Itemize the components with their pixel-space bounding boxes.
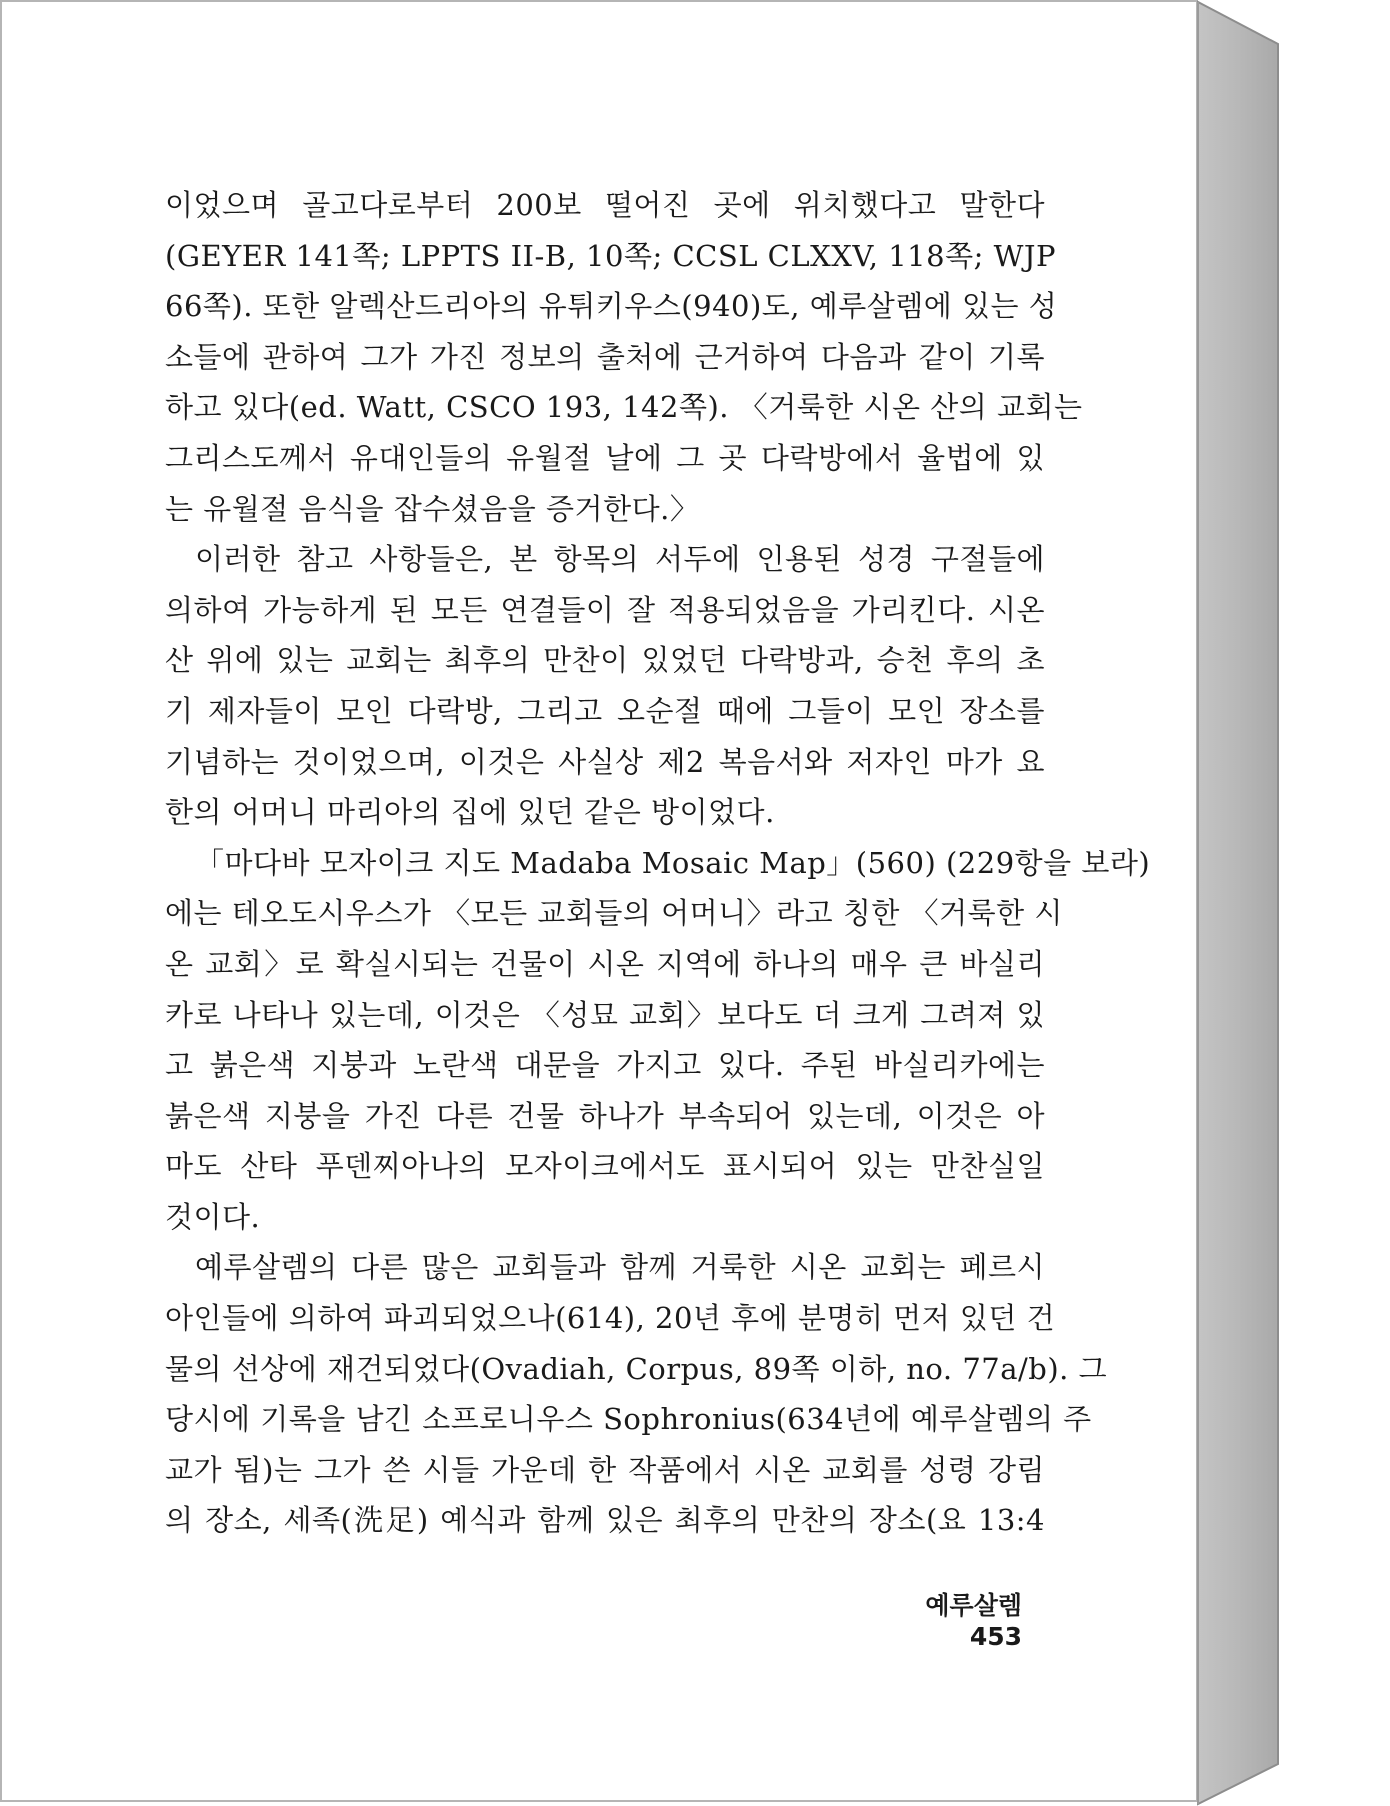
paragraph <box>165 534 1045 838</box>
text-line: 하고 있다(ed. Watt, CSCO 193, 142쪽). 〈거룩한 시온 산의 교회는 <box>165 390 1083 425</box>
paragraph <box>165 180 1083 534</box>
text-line: 산 위에 있는 교회는 최후의 만찬이 있었던 다락방과, 승천 후의 초 <box>165 643 1045 678</box>
text-line: 기념하는 것이었으며, 이것은 사실상 제2 복음서와 저자인 마가 요 <box>165 744 1045 779</box>
text-line: 66쪽). 또한 알렉산드리아의 유튀키우스(940)도, 예루살렘에 있는 성 <box>165 289 1058 324</box>
text-line: (GEYER 141쪽; LPPTS II-B, 10쪽; CCSL CLXXV, 118쪽; WJP <box>165 238 1057 273</box>
text-line: 의하여 가능하게 된 모든 연결들이 잘 적용되었음을 가리킨다. 시온 <box>165 592 1045 627</box>
text-line: 한의 어머니 마리아의 집에 있던 같은 방이었다. <box>165 795 775 830</box>
text-line: 「마다바 모자이크 지도 Madaba Mosaic Map」(560) (229항을 보라) <box>195 845 1151 880</box>
text-line: 는 유월절 음식을 잡수셨음을 증거한다.〉 <box>165 491 700 526</box>
text-line: 예루살렘의 다른 많은 교회들과 함께 거룩한 시온 교회는 페르시 <box>195 1250 1045 1285</box>
body-text <box>165 180 1151 1546</box>
text-line: 그리스도께서 유대인들의 유월절 날에 그 곳 다락방에서 율법에 있 <box>165 440 1045 475</box>
text-line: 이러한 참고 사항들은, 본 항목의 서두에 인용된 성경 구절들에 <box>195 542 1045 577</box>
text-line: 고 붉은색 지붕과 노란색 대문을 가지고 있다. 주된 바실리카에는 <box>165 1048 1045 1083</box>
text-line: 마도 산타 푸덴찌아나의 모자이크에서도 표시되어 있는 만찬실일 <box>165 1149 1045 1184</box>
text-line: 당시에 기록을 남긴 소프로니우스 Sophronius(634년에 예루살렘의 주 <box>165 1402 1092 1437</box>
paragraph <box>165 838 1151 1243</box>
text-line: 붉은색 지붕을 가진 다른 건물 하나가 부속되어 있는데, 이것은 아 <box>165 1098 1045 1133</box>
text-line: 것이다. <box>165 1199 261 1234</box>
text-line: 이었으며 골고다로부터 200보 떨어진 곳에 위치했다고 말한다 <box>165 188 1045 222</box>
running-title: 예루살렘 <box>925 1591 1022 1620</box>
text-line: 온 교회〉로 확실시되는 건물이 시온 지역에 하나의 매우 큰 바실리 <box>165 946 1045 981</box>
text-line: 물의 선상에 재건되었다(Ovadiah, Corpus, 89쪽 이하, no. 77a/b). 그 <box>165 1351 1108 1386</box>
text-line: 교가 됨)는 그가 쓴 시들 가운데 한 작품에서 시온 교회를 성령 강림 <box>165 1452 1045 1487</box>
page-footer <box>862 1586 1022 1651</box>
text-line: 카로 나타나 있는데, 이것은 〈성묘 교회〉보다도 더 크게 그려져 있 <box>165 997 1045 1032</box>
text-line: 아인들에 의하여 파괴되었으나(614), 20년 후에 분명히 먼저 있던 건 <box>165 1301 1056 1336</box>
text-line: 기 제자들이 모인 다락방, 그리고 오순절 때에 그들이 모인 장소를 <box>165 693 1045 728</box>
text-line: 에는 테오도시우스가 〈모든 교회들의 어머니〉라고 칭한 〈거룩한 시 <box>165 896 1063 931</box>
page-number: 453 <box>969 1622 1022 1651</box>
text-line: 소들에 관하여 그가 가진 정보의 출처에 근거하여 다음과 같이 기록 <box>165 339 1045 374</box>
text-line: 의 장소, 세족(洗足) 예식과 함께 있은 최후의 만찬의 장소(요 13:4 <box>165 1503 1045 1538</box>
paragraph <box>165 1242 1108 1546</box>
